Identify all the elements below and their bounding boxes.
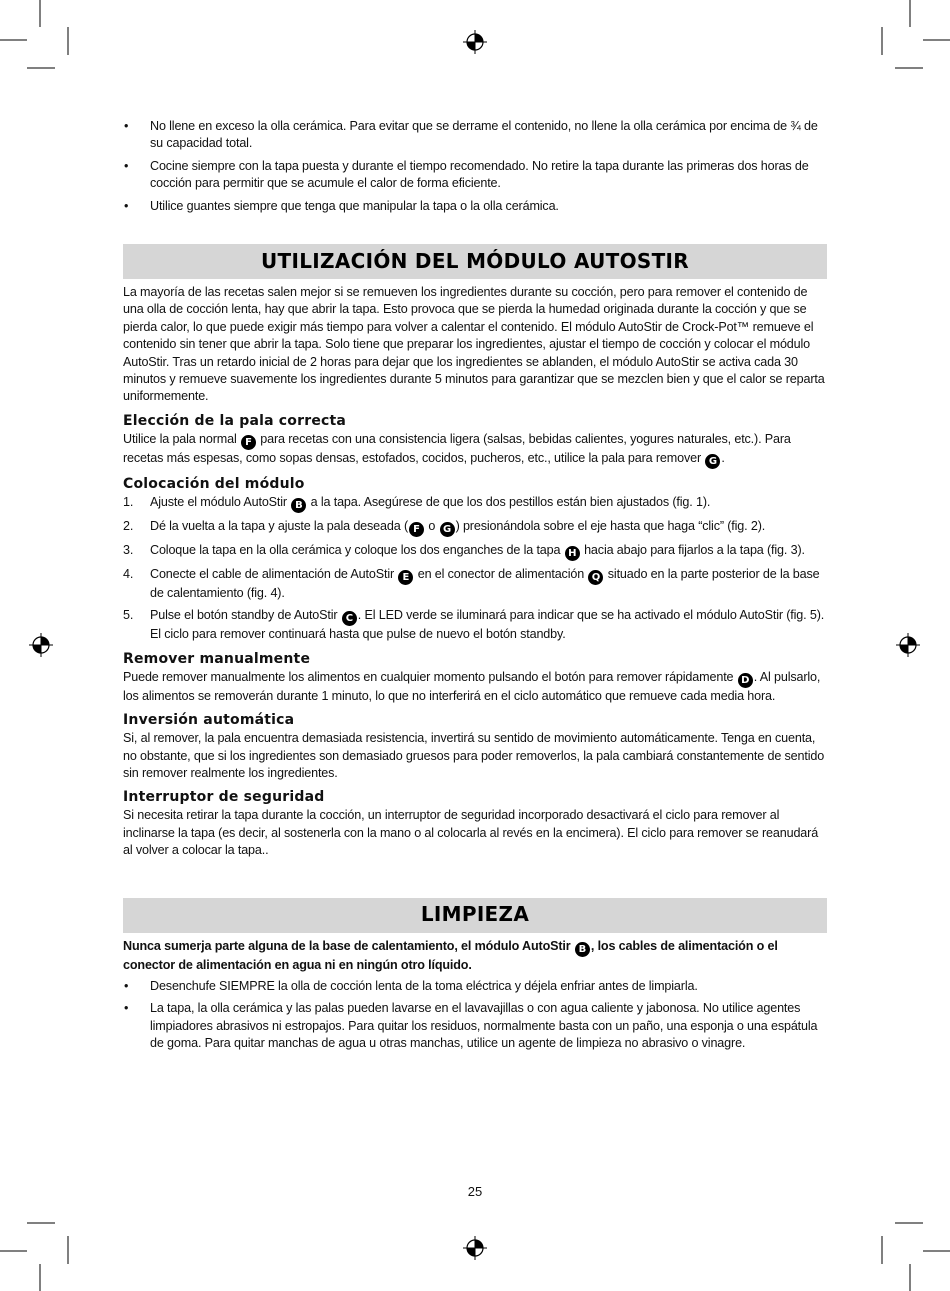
part-b-icon: B	[291, 498, 306, 513]
list-item: • Cocine siempre con la tapa puesta y durante el tiempo recomendado. No retire la tapa durante las primeras dos horas de cocción para permitir que se acumule el calor de forma eficiente.	[124, 158, 809, 191]
limpieza-bullet-list	[123, 978, 827, 1053]
registration-mark-icon	[463, 1236, 487, 1260]
part-e-icon: E	[398, 570, 413, 585]
list-item: 5. Pulse el botón standby de AutoStir C . El LED verde se iluminará para indicar que se ha activado el módulo AutoStir (fig. 5). El ciclo para remover continuará hasta que pulse de nuevo el botón standby.	[123, 608, 825, 642]
part-g-icon: G	[440, 522, 455, 537]
inversion-paragraph: Si, al remover, la pala encuentra demasiada resistencia, invertirá su sentido de movimiento automáticamente. Tenga en cuenta, no obstante, que si los ingredientes son demasiado gruesos para poder removerlos, la pala cambiará constantemente de sentido sin remover realmente los ingredientes.	[123, 731, 825, 780]
part-b-icon: B	[575, 942, 590, 957]
autostir-intro-paragraph: La mayoría de las recetas salen mejor si se remueven los ingredientes durante su cocción, pero para remover el contenido de una olla de cocción lenta, hay que abrir la tapa. Esto provoca que se pierda la humedad originada durante la cocción y que se pierda calor, lo que puede exigir más tiempo para volver a calentar el contenido. El módulo AutoStir de Crock-Pot™ remueve el contenido sin tener que abrir la tapa. Solo tiene que preparar los ingredientes, ajustar el tiempo de cocción y colocar el módulo AutoStir. Tras un retardo inicial de 2 horas para dejar que los ingredientes se ablanden, el módulo AutoStir se activa cada 30 minutos y remueve suavemente los ingredientes durante 5 minutos para garantizar que se mezclen bien y que el calor se reparta uniformemente.	[123, 285, 825, 404]
list-item: 1. Ajuste el módulo AutoStir B a la tapa. Asegúrese de que los dos pestillos están bien ajustados (fig. 1).	[123, 494, 711, 511]
list-item: • Desenchufe SIEMPRE la olla de cocción lenta de la toma eléctrica y déjela enfriar antes de limpiarla.	[124, 978, 698, 993]
subheading-interruptor: Interruptor de seguridad	[123, 789, 325, 806]
section-title-autostir: UTILIZACIÓN DEL MÓDULO AUTOSTIR	[123, 244, 827, 279]
part-f-icon: F	[241, 435, 256, 450]
manual-paragraph: Puede remover manualmente los alimentos en cualquier momento pulsando el botón para remover rápidamente D . Al pulsarlo, los alimentos se removerán durante 1 minuto, lo que no interferirá en el ciclo automático que remueve cada media hora.	[123, 669, 821, 703]
subheading-manual: Remover manualmente	[123, 650, 311, 667]
limpieza-warning: Nunca sumerja parte alguna de la base de calentamiento, el módulo AutoStir B , los cables de alimentación o el conector de alimentación en agua ni en ningún otro líquido.	[123, 938, 778, 972]
registration-mark-icon	[29, 633, 53, 657]
subheading-inversion: Inversión automática	[123, 712, 295, 729]
list-item: • La tapa, la olla cerámica y las palas pueden lavarse en el lavavajillas o con agua caliente y jabonosa. No utilice agentes limpiadores abrasivos ni estropajos. Para quitar los residuos, normalmente basta con un paño, una esponja o una espátula de goma. Para quitar manchas de agua u otras manchas, utilice un agente de limpieza no abrasivo o vinagre.	[124, 1001, 818, 1051]
registration-mark-icon	[463, 30, 487, 54]
interruptor-paragraph: Si necesita retirar la tapa durante la cocción, un interruptor de seguridad incorporado desactivará el ciclo para remover al inclinarse la tapa (es decir, al sostenerla con la mano o al colocarla al revés en la encimera). El ciclo para remover se reanudará al volver a colocar la tapa..	[123, 808, 819, 858]
subheading-pala: Elección de la pala correcta	[123, 412, 347, 429]
list-item: 3. Coloque la tapa en la olla cerámica y coloque los dos enganches de la tapa H hacia abajo para fijarlos a la tapa (fig. 3).	[123, 542, 805, 559]
part-f-icon: F	[409, 522, 424, 537]
part-c-icon: C	[342, 611, 357, 626]
subheading-colocacion: Colocación del módulo	[123, 475, 305, 492]
part-q-icon: Q	[588, 570, 603, 585]
intro-bullet-list	[123, 118, 827, 215]
page-content	[123, 118, 827, 1053]
section-title-limpieza: LIMPIEZA	[123, 898, 827, 933]
colocacion-steps	[123, 494, 827, 644]
registration-mark-icon	[896, 633, 920, 657]
part-h-icon: H	[565, 546, 580, 561]
part-d-icon: D	[738, 673, 753, 688]
list-item: • Utilice guantes siempre que tenga que manipular la tapa o la olla cerámica.	[124, 198, 559, 213]
part-g-icon: G	[705, 454, 720, 469]
list-item: 4. Conecte el cable de alimentación de AutoStir E en el conector de alimentación Q situado en la parte posterior de la base de calentamiento (fig. 4).	[123, 566, 820, 600]
list-item: 2. Dé la vuelta a la tapa y ajuste la pala deseada ( F o G ) presionándola sobre el eje hasta que haga “clic” (fig. 2).	[123, 518, 766, 535]
list-item: • No llene en exceso la olla cerámica. Para evitar que se derrame el contenido, no llene la olla cerámica por encima de ¾ de su capacidad total.	[124, 119, 818, 151]
page-number: 25	[467, 1184, 483, 1199]
pala-paragraph: Utilice la pala normal F para recetas con una consistencia ligera (salsas, bebidas calientes, yogures naturales, etc.). Para recetas más espesas, como sopas densas, estofados, cocidos, pucheros, etc., utilice la pala para remover G .	[123, 431, 791, 467]
